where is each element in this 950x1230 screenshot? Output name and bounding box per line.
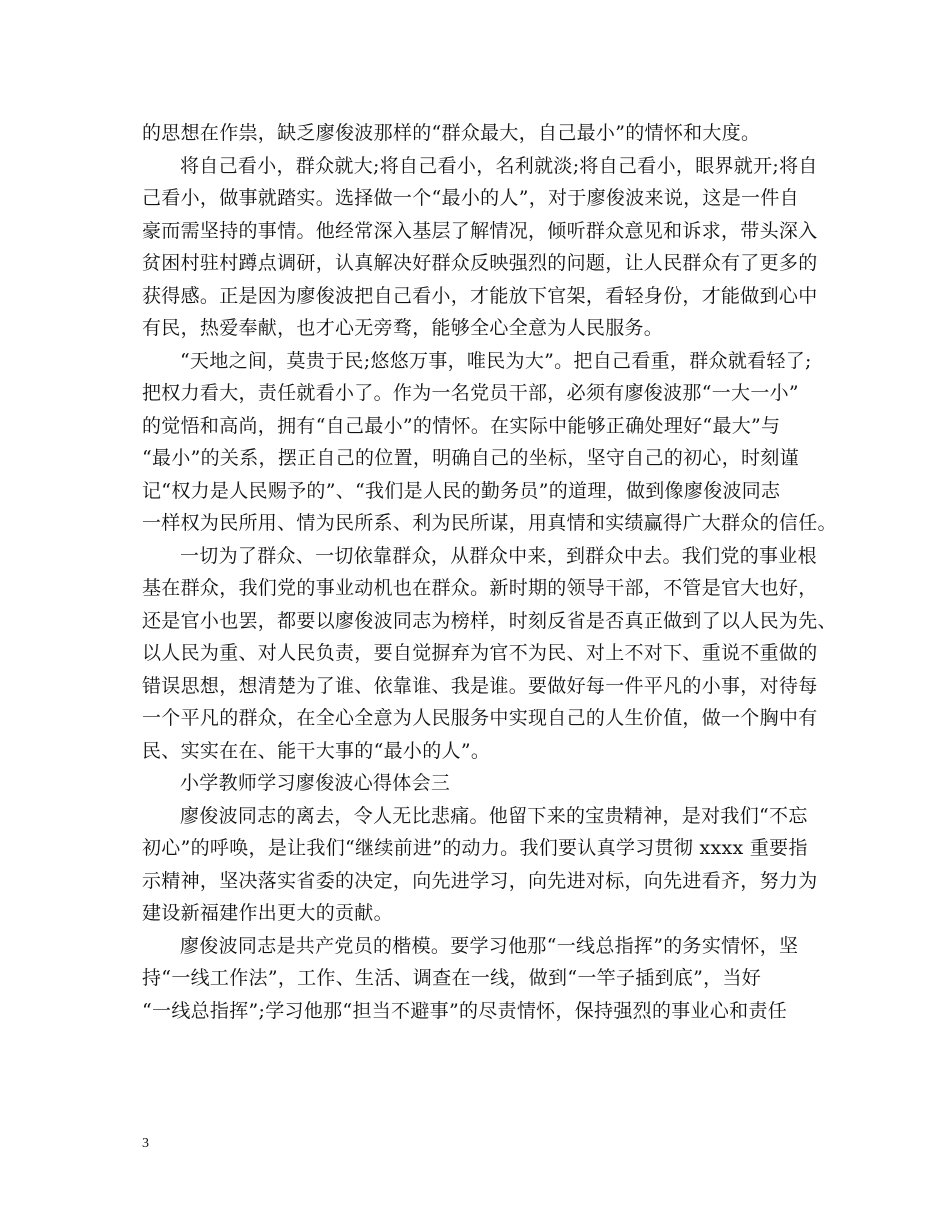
text-line: “天地之间，莫贵于民;悠悠万事，唯民为大”。把自己看重，群众就看轻了; [180,349,812,372]
text-line: 初心”的呼唤，是让我们“继续前进”的动力。我们要认真学习贯彻 xxxx 重要指 [142,837,808,859]
text-line: 廖俊波同志是共产党员的楷模。要学习他那“一线总指挥”的务实情怀，坚 [180,934,799,957]
text-line: 基在群众，我们党的事业动机也在群众。新时期的领导干部，不管是官大也好， [142,577,818,599]
section-heading: 小学教师学习廖俊波心得体会三 [180,772,451,794]
body-text [142,117,837,1027]
text-line: 的觉悟和高尚，拥有“自己最小”的情怀。在实际中能够正确处理好“最大”与 [142,414,781,437]
text-line: 建设新福建作出更大的贡献。 [142,902,393,924]
text-line: 贫困村驻村蹲点调研，认真解决好群众反映强烈的问题，让人民群众有了更多的 [142,252,818,274]
text-line: 将自己看小，群众就大;将自己看小，名利就淡;将自己看小，眼界就开;将自 [180,154,818,177]
text-line: 一样权为民所用、情为民所系、利为民所谋，用真情和实绩赢得广大群众的信任。 [142,512,837,534]
page-number: 3 [142,1136,149,1151]
text-line: 的思想在作祟，缺乏廖俊波那样的“群众最大，自己最小”的情怀和大度。 [142,122,761,144]
text-line: 一个平凡的群众，在全心全意为人民服务中实现自己的人生价值，做一个胸中有 [142,707,818,729]
text-line: 己看小，做事就踏实。选择做一个“最小的人”，对于廖俊波来说，这是一件自 [142,187,799,209]
text-line: 豪而需坚持的事情。他经常深入基层了解情况，倾听群众意见和诉求，带头深入 [142,219,818,242]
text-line: 廖俊波同志的离去，令人无比悲痛。他留下来的宝贵精神，是对我们“不忘 [180,804,808,827]
text-line: 一切为了群众、一切依靠群众，从群众中来，到群众中去。我们党的事业根 [180,544,817,567]
text-line: 示精神，坚决落实省委的决定，向先进学习，向先进对标，向先进看齐，努力为 [142,869,818,892]
text-line: 还是官小也罢，都要以廖俊波同志为榜样，时刻反省是否真正做到了以人民为先、 [142,609,837,632]
text-line: 以人民为重、对人民负责，要自觉摒弃为官不为民、对上不对下、重说不重做的 [142,642,818,664]
text-line: “一线总指挥”;学习他那“担当不避事”的尽责情怀，保持强烈的事业心和责任 [142,999,788,1022]
text-line: 获得感。正是因为廖俊波把自己看小，才能放下官架，看轻身份，才能做到心中 [142,284,818,307]
text-line: 有民，热爱奉献，也才心无旁骛，能够全心全意为人民服务。 [142,317,664,339]
text-line: 记“权力是人民赐予的”、“我们是人民的勤务员”的道理，做到像廖俊波同志 [142,479,781,502]
text-line: 民、实实在在、能干大事的“最小的人”。 [142,739,491,762]
text-line: 把权力看大，责任就看小了。作为一名党员干部，必须有廖俊波那“一大一小” [142,382,799,404]
text-line: 错误思想，想清楚为了谁、依靠谁、我是谁。要做好每一件平凡的小事，对待每 [142,674,818,697]
text-line: 持“一线工作法”，工作、生活、调查在一线，做到“一竿子插到底”，当好 [142,967,762,989]
text-line: “最小”的关系，摆正自己的位置，明确自己的坐标，坚守自己的初心，时刻谨 [142,447,799,469]
